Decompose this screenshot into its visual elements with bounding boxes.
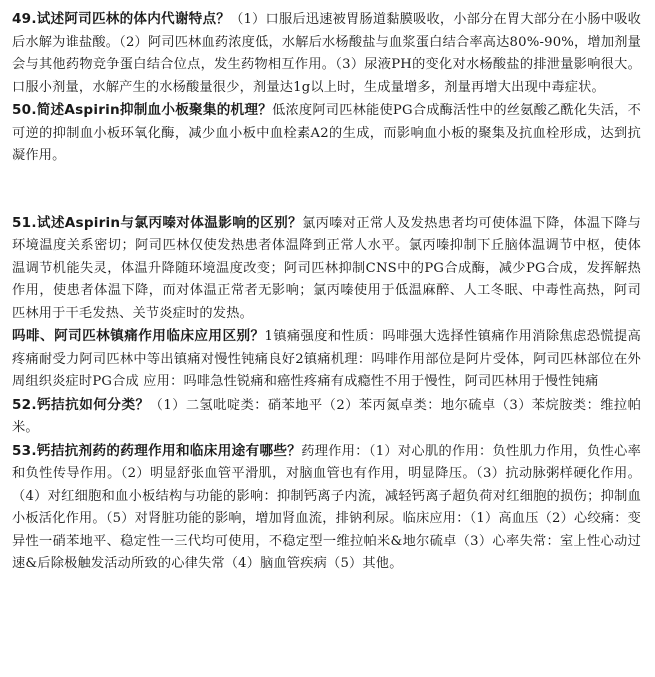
question-heading: 吗啡、阿司匹林镇痛作用临床应用区别？: [12, 328, 265, 344]
question-heading: 50.简述Aspirin抑制血小板聚集的机理？: [12, 102, 273, 118]
blank-gap: [12, 168, 641, 212]
qa-item-51: [12, 212, 641, 326]
answer-text: 低浓度阿司匹林能使PG合成酶活性中的丝氨酸乙酰化失活，不可逆的抑制血小板环氧化酶，减少血小板中血栓素A2的生成，而影响血小板的聚集及抗血栓形成，达到抗凝作用。: [12, 103, 641, 163]
question-heading: 49.试述阿司匹林的体内代谢特点？: [12, 11, 231, 27]
question-heading: 51.试述Aspirin与氯丙嗪对体温影响的区别？: [12, 214, 303, 231]
answer-text: 氯丙嗪对正常人及发热患者均可使体温下降，体温下降与环境温度关系密切；阿司匹林仅使发热患者体温降到正常人水平。氯丙嗪抑制下丘脑体温调节中枢，使体温调节机能失灵，体温升降随环境温度改变；阿司匹林抑制CNS中的PG合成酶，减少PG合成，发挥解热作用，使患者体温下降，而对体温正常者无影响；氯丙嗪使用于低温麻醉、人工冬眠、中毒性高热，阿司匹林用于干毛发热、关节炎症时的发热。: [12, 215, 642, 321]
qa-item-50: [12, 99, 641, 168]
question-heading: 53.钙拮抗剂药的药理作用和临床用途有哪些？: [12, 442, 302, 459]
qa-item-morphine-aspirin: [12, 325, 641, 394]
qa-item-53: [12, 440, 641, 576]
answer-text: 1镇痛强度和性质：吗啡强大选择性镇痛作用消除焦虑恐慌提高疼痛耐受力阿司匹林中等出镇痛对慢性钝痛良好2镇痛机理：吗啡作用部位是阿片受体，阿司匹林部位在外周组织炎症时PG合成 应用：吗啡急性锐痛和癌性疼痛有成瘾性不用于慢性，阿司匹林用于慢性钝痛: [12, 329, 641, 389]
qa-item-52: [12, 394, 641, 440]
answer-text: （1）口服后迅速被胃肠道黏膜吸收，小部分在胃大部分在小肠中吸收后水解为谁盐酸。（2）阿司匹林血药浓度低，水解后水杨酸盐与血浆蛋白结合率高达80%-90%，增加剂量会与其他药物竞争蛋白结合位点，发生药物相互作用。（3）尿液PH的变化对水杨酸盐的排泄量影响很大。口服小剂量，水解产生的水杨酸量很少，剂量达1g以上时，生成量增多，剂量再增大出现中毒症状。: [12, 12, 641, 95]
answer-text: （1）二氢吡啶类：硝苯地平（2）苯丙氮卓类：地尔硫卓（3）苯烷胺类：维拉帕米。: [12, 397, 641, 435]
answer-text: 药理作用：（1）对心肌的作用：负性肌力作用，负性心率和负性传导作用。（2）明显舒张血管平滑肌，对脑血管也有作用，明显降压。（3）抗动脉粥样硬化作用。（4）对红细胞和血小板结构与功能的影响：抑制钙离子内流，减轻钙离子超负荷对红细胞的损伤；抑制血小板活化作用。（5）对肾脏功能的影响，增加肾血流，排钠利尿。临床应用：（1）高血压（2）心绞痛：变异性一硝苯地平、稳定性一三代均可使用，不稳定型一维拉帕米&地尔硫卓（3）心率失常：室上性心动过速&后除极触发活动所致的心律失常（4）脑血管疾病（5）其他。: [12, 443, 641, 571]
question-heading: 52.钙拮抗如何分类？: [12, 396, 150, 413]
qa-item-49: [12, 8, 641, 99]
